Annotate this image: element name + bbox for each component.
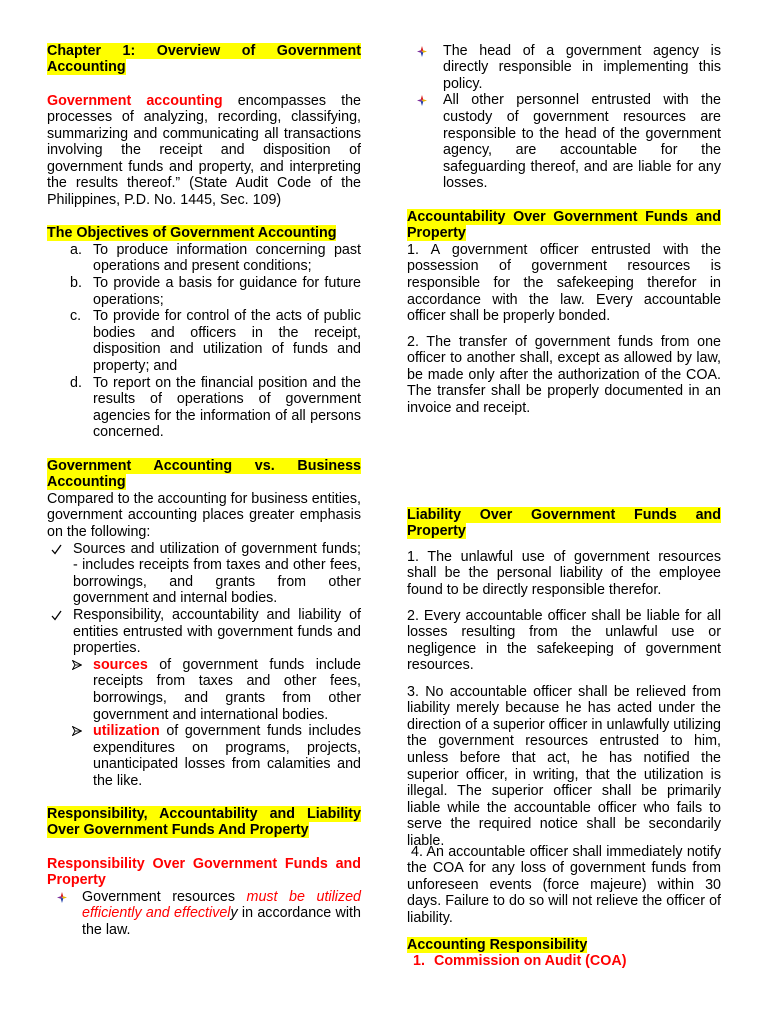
star-bullet-icon bbox=[57, 892, 67, 903]
chapter-heading bbox=[47, 43, 361, 76]
comparison-section bbox=[47, 458, 361, 790]
page-title bbox=[47, 43, 361, 76]
check-icon bbox=[51, 610, 62, 621]
policy-bullets bbox=[407, 43, 721, 192]
list-item-text: All other personnel entrusted with the custody of government resources are responsible to the head of the government agency, are accountable for the safeguarding thereof, and are liable for any losses. bbox=[443, 92, 721, 192]
check-icon bbox=[51, 544, 62, 555]
check-list-item bbox=[47, 607, 361, 657]
section-heading-text: The Objectives of Government Accounting bbox=[47, 225, 337, 242]
paragraph: 1. A government officer entrusted with the possession of government resources is responsible for the safekeeping therefor in accordance with the law. Every accountable officer shall be properly bonded. bbox=[407, 241, 721, 325]
subsection-heading: Responsibility Over Government Funds and Property bbox=[47, 855, 361, 889]
sub-list-item bbox=[47, 657, 361, 723]
star-bullet-icon bbox=[417, 46, 427, 57]
paragraph: Compared to the accounting for business entities, government accounting places greater emphasis on the following: bbox=[47, 490, 361, 541]
list-item-text: in accordance with the law. bbox=[82, 905, 361, 939]
section-heading-text: Accounting Responsibility bbox=[407, 936, 588, 953]
list-item-text: Commission on Audit (COA) bbox=[434, 953, 627, 970]
liability-heading bbox=[407, 507, 721, 540]
paragraph: 2. The transfer of government funds from one officer to another shall, except as allowed by law, be made only after the authorization of the COA. The transfer shall be properly documented in an invoice and receipt. bbox=[407, 333, 721, 417]
list-item bbox=[47, 375, 361, 441]
arrow-bullet-icon bbox=[72, 726, 82, 736]
emphasis-text-end: y bbox=[230, 905, 238, 922]
chapter-heading-text: Chapter 1: Overview of Government Accounting bbox=[47, 42, 361, 76]
accountability-section bbox=[407, 209, 721, 325]
star-bullet-icon bbox=[417, 95, 427, 106]
section-heading bbox=[407, 507, 721, 540]
numbered-list-item bbox=[407, 953, 721, 970]
list-item-text: To provide for control of the acts of public bodies and officers in the receipt, disposition and utilization of funds and property; and bbox=[93, 308, 361, 375]
objectives-section bbox=[47, 225, 361, 441]
section-heading bbox=[407, 937, 721, 954]
responsibility-section bbox=[47, 856, 361, 939]
list-item-text: To provide a basis for guidance for future operations; bbox=[93, 275, 361, 308]
section-heading-text: Liability Over Government Funds and Property bbox=[407, 506, 721, 540]
list-item bbox=[47, 275, 361, 308]
list-marker: d. bbox=[70, 374, 82, 391]
paragraph: 3. No accountable officer shall be relieved from liability merely because he has acted under the direction of a superior officer in unlawfully utilizing the government resources entrusted to him, unless before that act, he has notified the superior officer, in writing, that the utilization is illegal. The superior officer shall be primarily liable while the accountable officer who fails to serve the required notice shall be secondarily liable. bbox=[407, 683, 721, 850]
section-heading bbox=[47, 806, 361, 839]
sub-list-item bbox=[47, 723, 361, 789]
section-heading bbox=[47, 225, 361, 242]
list-item-text: Sources and utilization of government funds; - includes receipts from taxes and other fees, borrowings, and grants from other government and internal bodies. bbox=[73, 540, 361, 607]
paragraph: 2. Every accountable officer shall be liable for all losses resulting from the unlawful use or negligence in the safekeeping of government resources. bbox=[407, 607, 721, 674]
list-item-text: Responsibility, accountability and liability of entities entrusted with government funds and properties. bbox=[73, 607, 361, 657]
section-heading-text: Responsibility, Accountability and Liability Over Government Funds And Property bbox=[47, 805, 361, 839]
list-item-text: of government funds includes expenditures on programs, projects, unanticipated losses from calamities and the like. bbox=[93, 723, 361, 789]
list-item-text: Government resources bbox=[82, 888, 247, 905]
emphasis-text: must be utilized efficiently and effectivel bbox=[82, 888, 361, 922]
list-item bbox=[407, 43, 721, 93]
list-marker: a. bbox=[70, 241, 82, 258]
section-heading bbox=[407, 209, 721, 242]
ral-heading bbox=[47, 806, 361, 839]
defined-term: Government accounting bbox=[47, 92, 223, 109]
list-marker: c. bbox=[70, 308, 82, 325]
paragraph-text: encompasses the processes of analyzing, recording, classifying, summarizing and communicating all transactions involving the receipt and disposition of government funds and property, and interpreting the results thereof.” (State Audit Code of the Philippines, P.D. No. 1445, Sec. 109) bbox=[47, 92, 362, 209]
list-marker: b. bbox=[70, 275, 82, 292]
list-item-text: of government funds include receipts from taxes and other fees, borrowings, and grants from other government and international bodies. bbox=[93, 656, 361, 723]
arrow-bullet-icon bbox=[72, 660, 82, 670]
list-item bbox=[407, 92, 721, 192]
list-item-text: To produce information concerning past operations and present conditions; bbox=[93, 241, 361, 275]
section-heading-text: Accountability Over Government Funds and Property bbox=[407, 208, 721, 242]
paragraph: 4. An accountable officer shall immediately notify the COA for any loss of government funds from unforeseen events (force majeure) within 30 days. Failure to do so will not relieve the officer of liability. bbox=[407, 843, 721, 927]
check-list-item bbox=[47, 541, 361, 607]
defined-term: utilization bbox=[93, 723, 160, 740]
defined-term: sources bbox=[93, 656, 148, 673]
list-item bbox=[47, 308, 361, 374]
paragraph: 1. The unlawful use of government resources shall be the personal liability of the employee found to be directly responsible therefor. bbox=[407, 548, 721, 598]
section-heading-text: Government Accounting vs. Business Accounting bbox=[47, 457, 361, 491]
list-number: 1. bbox=[413, 953, 425, 970]
list-item bbox=[47, 889, 361, 939]
list-item-text: The head of a government agency is directly responsible in implementing this policy. bbox=[443, 42, 721, 92]
intro-paragraph bbox=[47, 93, 361, 209]
section-heading bbox=[47, 458, 361, 491]
list-item bbox=[47, 242, 361, 275]
accounting-responsibility-section bbox=[407, 937, 721, 970]
paragraph bbox=[47, 93, 361, 209]
list-item-text: To report on the financial position and the results of operations of government agencies for the information of all persons concerned. bbox=[93, 374, 361, 441]
